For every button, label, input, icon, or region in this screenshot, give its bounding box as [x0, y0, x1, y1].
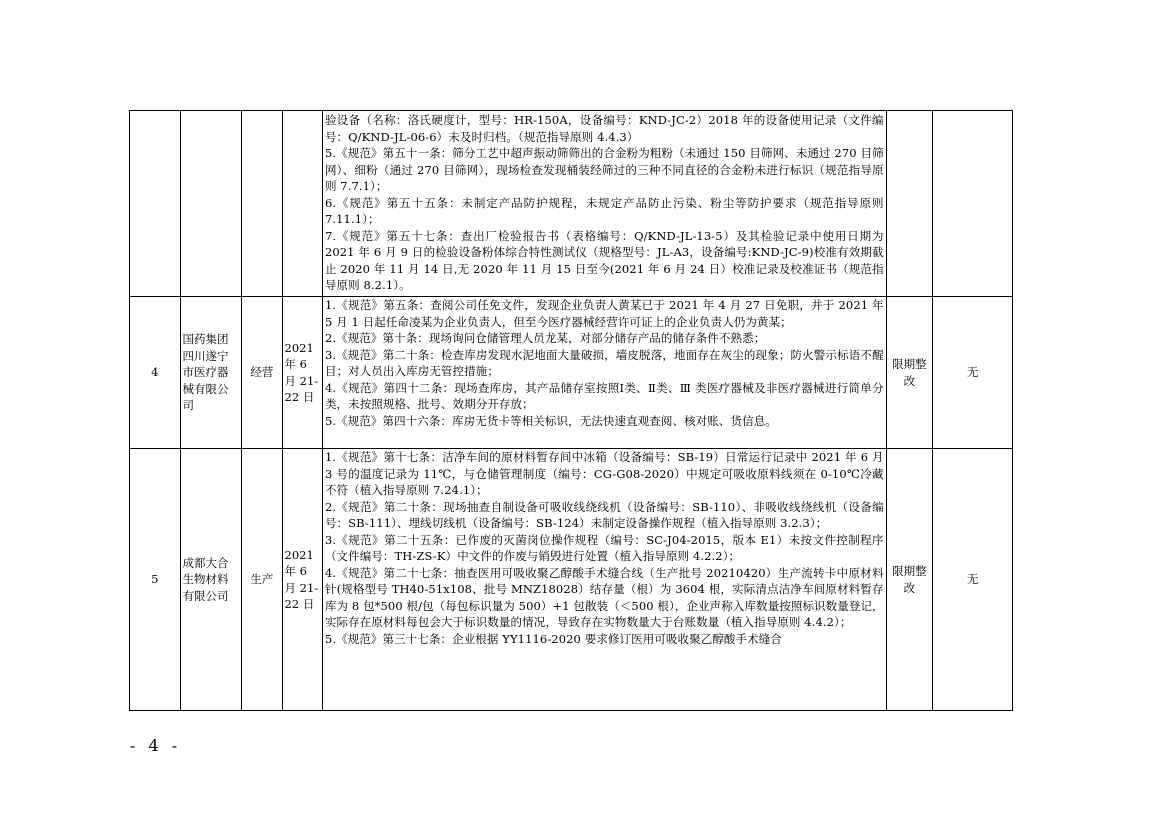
row-number-cell: 5 [130, 449, 181, 711]
issue-item: 5.《规范》第五十一条：筛分工艺中超声振动筛筛出的合金粉为粗粉（未通过 150 目筛网、未通过 270 目筛网）、细粉（通过 270 目筛网），现场检查发现桶装经筛过的三种不同直径的合金粉未进行标识（规范指导原则 7.7.1）； [324, 146, 884, 193]
enterprise-type-cell: 生产 [242, 449, 282, 711]
table-row [130, 449, 1013, 711]
issue-item: 2.《规范》第十条：现场询问仓储管理人员龙某，对部分储存产品的储存条件不熟悉； [324, 331, 766, 345]
issue-item: 5.《规范》第三十七条：企业根据 YY1116-2020 要求修订医用可吸收聚乙醇酸手术缝合 [324, 631, 782, 646]
inspection-date-cell [282, 111, 322, 297]
issues-cell [322, 449, 886, 711]
action-cell: 限期整改 [886, 297, 932, 449]
inspection-results-table [129, 110, 1013, 711]
issue-item: 7.《规范》第五十七条：查出厂检验报告书（表格编号：Q/KND-JL-13-5）及其检验记录中使用日期为 2021 年 6 月 9 日的检验设备粉体综合特性测试仪（规格型号：JL-A3，设备编号:KND-JC-9)校准有效期截止 2020 年 11 月 14 日,无 2020 年 11 月 15 日至今(2021 年 6 月 24 日）校准记录及校准证书（规范指导原则 8.2.1）。 [324, 228, 884, 292]
company-name-cell: 国药集团四川遂宁市医疗器械有限公司 [180, 297, 242, 449]
issues-cell [322, 111, 886, 297]
issue-item: 1.《规范》第五条：查阅公司任免文件，发现企业负责人黄某已于 2021 年 4 月 27 日免职，并于 2021 年 5 月 1 日起任命凌某为企业负责人，但至今医疗器械经营许可证上的企业负责人仍为黄某； [324, 298, 884, 329]
table-row [130, 297, 1013, 449]
company-name-cell: 成都大合生物材料有限公司 [180, 449, 242, 711]
page-number: - 4 - [130, 736, 182, 755]
other-cell [933, 111, 1013, 297]
issue-item: 4.《规范》第四十二条：现场查库房，其产品储存室按照Ⅰ类、Ⅱ类、Ⅲ 类医疗器械及非医疗器械进行简单分类，未按照规格、批号、效期分开存放； [324, 380, 884, 411]
issue-item: 3.《规范》第二十五条：已作废的灭菌岗位操作规程（编号：SC-J04-2015，版本 E1）未按文件控制程序（文件编号：TH-ZS-K）中文件的作废与销毁进行处置（植入指导原则 4.2.2）； [324, 532, 884, 563]
row-number-cell: 4 [130, 297, 181, 449]
issue-item: 1.《规范》第十七条：洁净车间的原材料暂存间中冰箱（设备编号：SB-19）日常运行记录中 2021 年 6 月 3 号的温度记录为 11℃，与仓储管理制度（编号：CG-G08-2020）中规定可吸收原料线须在 0-10℃冷藏不符（植入指导原则 7.24.1）； [324, 450, 884, 497]
inspection-date-cell: 2021 年 6 月 21-22 日 [282, 297, 322, 449]
other-cell: 无 [933, 297, 1013, 449]
issue-item: 6.《规范》第五十五条：未制定产品防护规程，未规定产品防止污染、粉尘等防护要求（规范指导原则 7.11.1）； [324, 195, 884, 226]
action-cell: 限期整改 [886, 449, 932, 711]
other-cell: 无 [933, 449, 1013, 711]
issue-item: 3.《规范》第二十条：检查库房发现水泥地面大量破损，墙皮脱落，地面存在灰尘的现象；防火警示标语不醒目；对人员出入库房无管控措施； [324, 347, 884, 378]
issue-item: 5.《规范》第四十六条：库房无货卡等相关标识，无法快速直观查阅、核对账、货信息。 [324, 413, 777, 428]
issue-item: 验设备（名称：洛氏硬度计，型号：HR-150A，设备编号：KND-JC-2）2018 年的设备使用记录（文件编号：Q/KND-JL-06-6）未及时归档。（规范指导原则 4.4.3） [324, 113, 884, 144]
action-cell [886, 111, 932, 297]
row-number-cell [130, 111, 181, 297]
issue-item: 4.《规范》第二十七条：抽查医用可吸收聚乙醇酸手术缝合线（生产批号 20210420）生产流转卡中原材料针(规格型号 TH40-51x108、批号 MNZ18028）结存量（根）为 3604 根，实际清点洁净车间原材料暂存库为 8 包*500 根/包（每包标识量为 500）+1 包散装（＜500 根），企业声称入库数量按照标识数量登记，实际存在原材料每包会大于标识数量的情况，导致存在实物数量大于台账数量（植入指导原则 4.4.2）； [324, 565, 884, 629]
company-name-cell [180, 111, 242, 297]
inspection-date-cell: 2021 年 6 月 21-22 日 [282, 449, 322, 711]
enterprise-type-cell: 经营 [242, 297, 282, 449]
issues-cell [322, 297, 886, 449]
issue-item: 2.《规范》第二十条：现场抽查自制设备可吸收线绕线机（设备编号：SB-110）、非吸收线绕线机（设备编号：SB-111）、埋线切线机（设备编号：SB-124）未制定设备操作规程（植入指导原则 3.2.3）； [324, 499, 884, 530]
enterprise-type-cell [242, 111, 282, 297]
table-row-continuation [130, 111, 1013, 297]
